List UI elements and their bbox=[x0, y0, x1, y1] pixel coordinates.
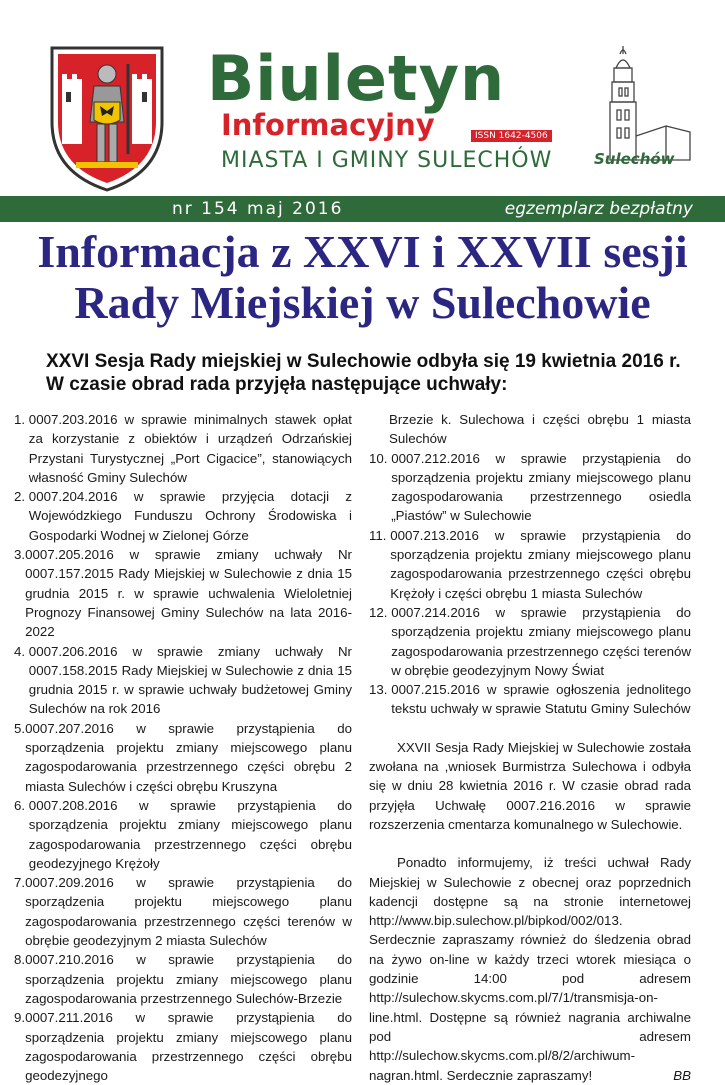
resolution-item-continuation: Brzezie k. Sulechowa i części obrębu 1 miasta Sulechów bbox=[389, 412, 691, 447]
info-paragraph: Ponadto informujemy, iż treści uchwał Rady Miejskiej w Sulechowie z obecnej oraz poprzednich kadencji dostępne są na stronie internetowej http://www.bip.sulechow.pl/bipkod/002/013. Serdecznie zapraszamy również do śledzenia obrad na żywo on-line w każdy trzeci wtorek miesiąca o godzinie 14:00 pod adresem http://sulechow.skycms.com.pl/7/1/transmisja-on-line.html. Dostępne są również nagrania archiwalne pod adresem http://sulechow.skycms.com.pl/8/2/archiwum-nagran.html. Serdecznie zapraszamy! bbox=[369, 855, 691, 1083]
lead-line-2: W czasie obrad rada przyjęła następujące uchwały: bbox=[46, 374, 508, 395]
resolution-item: 10. 0007.212.2016 w sprawie przystąpienia do sporządzenia projektu zmiany miejscowego planu zagospodarowania przestrzennego osiedla „Piastów” w Sulechowie bbox=[369, 450, 691, 524]
resolution-item: 13. 0007.215.2016 w sprawie ogłoszenia jednolitego tekstu uchwały w sprawie Statutu Gminy Sulechów bbox=[369, 682, 691, 717]
article-headline bbox=[0, 226, 725, 328]
headline-line-1: Informacja z XXVI i XXVII sesji bbox=[37, 226, 688, 277]
free-copy-note: egzemplarz bezpłatny bbox=[504, 199, 693, 219]
resolution-item: 9. 0007.211.2016 w sprawie przystąpienia do sporządzenia projektu zmiany miejscowego planu zagospodarowania przestrzennego części obrębu geodezyjnego bbox=[14, 1010, 352, 1084]
publication-title: Biuletyn bbox=[207, 42, 506, 115]
publication-town: MIASTA I GMINY SULECHÓW bbox=[221, 148, 553, 173]
resolution-item: 5. 0007.207.2016 w sprawie przystąpienia do sporządzenia projektu zmiany miejscowego planu zagospodarowania przestrzennego części obrębu 2 miasta Sulechów i części obrębu Kruszyna bbox=[14, 720, 352, 794]
tower-caption: Sulechów bbox=[594, 150, 675, 168]
masthead bbox=[0, 0, 725, 190]
article-lead bbox=[46, 350, 686, 396]
lead-line-1: XXVI Sesja Rady miejskiej w Sulechowie odbyła się 19 kwietnia 2016 r. bbox=[46, 351, 681, 372]
resolution-item: 6. 0007.208.2016 w sprawie przystąpienia do sporządzenia projektu zmiany miejscowego planu zagospodarowania przestrzennego części obrębu geodezyjnego Krężoły bbox=[14, 797, 352, 871]
resolution-item: 1. 0007.203.2016 w sprawie minimalnych stawek opłat za korzystanie z obiektów i urządzeń Odrzańskiej Przystani Turystycznej „Port Cigacice”, stanowiących własność Gminy Sulechów bbox=[14, 412, 352, 485]
resolution-item: 3. 0007.205.2016 w sprawie zmiany uchwały Nr 0007.157.2015 Rady Miejskiej w Sulechowie z dnia 15 grudnia 2015 r. w sprawie uchwalenia Wieloletniej Prognozy Finansowej Gminy Sulechów na lata 2016-2022 bbox=[14, 547, 352, 640]
resolution-item: 12. 0007.214.2016 w sprawie przystąpienia do sporządzenia projektu zmiany miejscowego planu zagospodarowania przestrzennego części terenów w obrębie geodezyjnym Nowy Świat bbox=[369, 604, 691, 678]
resolution-item: 8. 0007.210.2016 w sprawie przystąpienia do sporządzenia projektu zmiany miejscowego planu zagospodarowania przestrzennego Sulechów-Brzezie bbox=[14, 952, 352, 1006]
headline-line-2: Rady Miejskiej w Sulechowie bbox=[74, 277, 651, 328]
resolution-item: 7. 0007.209.2016 w sprawie przystąpienia do sporządzenia projektu miejscowego planu zagospodarowania przestrzennego części terenów w obrębie geodezyjnym 2 miasta Sulechów bbox=[14, 875, 352, 949]
info-paragraph-wrap bbox=[369, 853, 691, 1085]
author-signature: BB bbox=[673, 1067, 691, 1083]
session-xxvii-paragraph: XXVII Sesja Rady Miejskiej w Sulechowie została zwołana na ,wniosek Burmistrza Sulechowa i odbyła się w dniu 28 kwietnia 2016 r. W czasie obrad rada przyjęła Uchwałę 0007.216.2016 w sprawie rozszerzenia cmentarza komunalnego w Sulechowie. bbox=[369, 739, 691, 832]
issn-badge: ISSN 1642-4506 bbox=[471, 130, 552, 142]
issue-number: nr 154 maj 2016 bbox=[172, 199, 344, 219]
right-column bbox=[369, 410, 691, 1085]
town-crest-icon bbox=[48, 44, 166, 194]
publication-subtitle: Informacyjny bbox=[221, 108, 435, 142]
resolution-item: 11. 0007.213.2016 w sprawie przystąpienia do sporządzenia projektu zmiany miejscowego planu zagospodarowania przestrzennego części obrębu Krężoły i części obrębu 1 miasta Sulechów bbox=[369, 527, 691, 601]
resolution-item: 2. 0007.204.2016 w sprawie przyjęcia dotacji z Wojewódzkiego Funduszu Ochrony Środowiska i Gospodarki Wodnej w Zielonej Górze bbox=[14, 489, 352, 543]
left-column bbox=[14, 410, 352, 1085]
issue-bar bbox=[0, 196, 725, 222]
resolution-item: 4. 0007.206.2016 w sprawie zmiany uchwały Nr 0007.158.2015 Rady Miejskiej w Sulechowie z dnia 15 grudnia 2015 r. w sprawie uchwały budżetowej Gminy Sulechów na rok 2016 bbox=[14, 643, 352, 717]
